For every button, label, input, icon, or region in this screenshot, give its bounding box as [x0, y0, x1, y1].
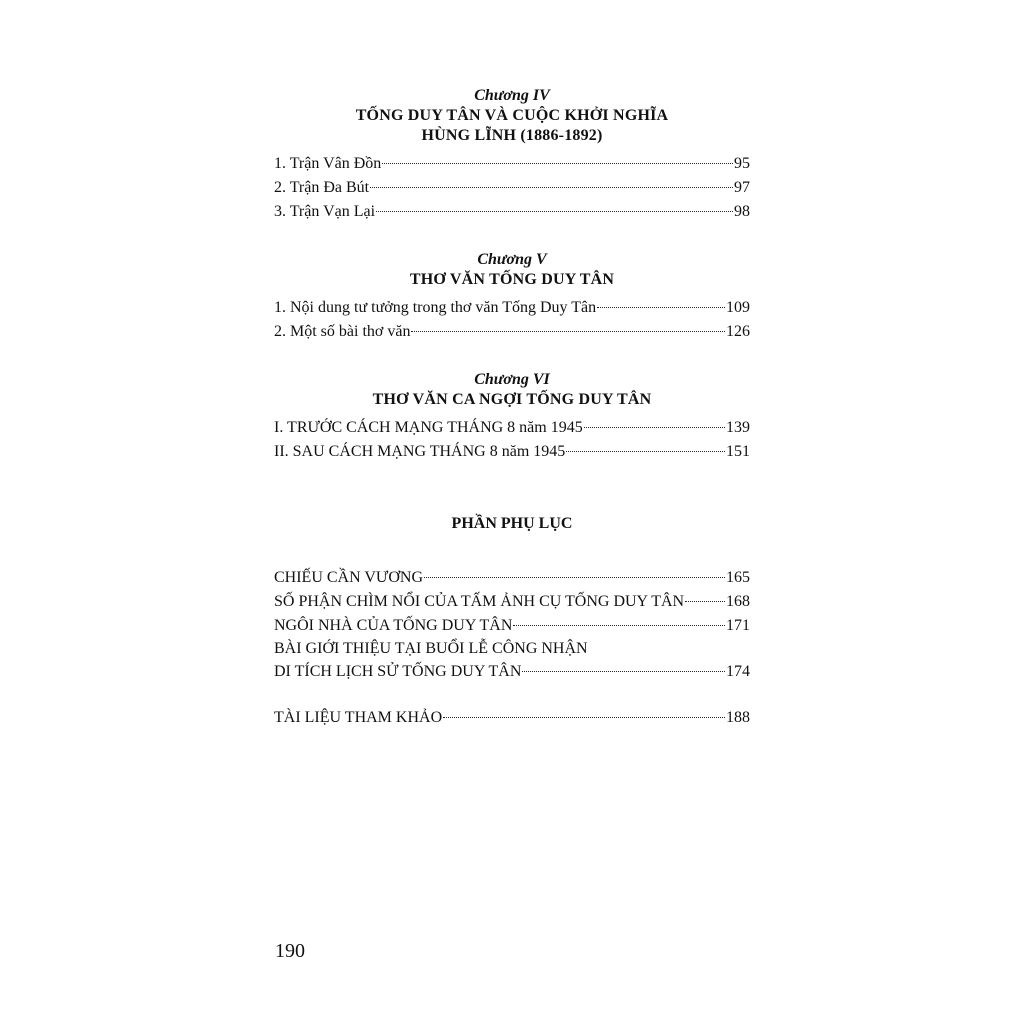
chapter-label: Chương VI [474, 371, 550, 388]
chapter-5-entries [274, 296, 750, 344]
toc-entry-label-line1: BÀI GIỚI THIỆU TẠI BUỔI LỄ CÔNG NHẬN [274, 640, 588, 657]
toc-entry-label: 1. Nội dung tư tưởng trong thơ văn Tống Duy Tân [274, 299, 597, 316]
toc-entry [274, 440, 750, 464]
toc-entry-label: SỐ PHẬN CHÌM NỔI CỦA TẤM ẢNH CỤ TỐNG DUY TÂN [274, 593, 685, 610]
dot-leader [376, 211, 733, 212]
dot-leader [566, 451, 725, 452]
dot-leader [584, 427, 725, 428]
references-entry [274, 706, 750, 730]
dot-leader [382, 163, 733, 164]
appendix-title: PHẦN PHỤ LỤC [451, 515, 573, 532]
toc-entry-page: 95 [734, 155, 750, 172]
toc-entry-page: 174 [726, 663, 750, 680]
chapter-label: Chương V [477, 251, 547, 268]
toc-entry-page: 109 [726, 299, 750, 316]
toc-entry-label: 3. Trận Vạn Lại [274, 203, 376, 220]
toc-entry-multiline [274, 638, 750, 684]
chapter-label: Chương IV [474, 87, 550, 104]
toc-entry [274, 660, 750, 684]
toc-entry [274, 176, 750, 200]
chapter-6-entries [274, 416, 750, 464]
chapter-5-heading [274, 250, 750, 290]
dot-leader [370, 187, 733, 188]
dot-leader [597, 307, 725, 308]
toc-entry-label: TÀI LIỆU THAM KHẢO [274, 709, 443, 726]
toc-entry [274, 416, 750, 440]
page-number: 190 [275, 940, 305, 962]
toc-entry-label-line2: DI TÍCH LỊCH SỬ TỐNG DUY TÂN [274, 663, 522, 680]
toc-entry-page: 165 [726, 569, 750, 586]
chapter-title: THƠ VĂN TỐNG DUY TÂN [409, 271, 615, 288]
table-of-contents [274, 86, 750, 730]
toc-entry [274, 320, 750, 344]
dot-leader [513, 625, 725, 626]
toc-entry [274, 566, 750, 590]
toc-entry-label: 2. Trận Đa Bút [274, 179, 370, 196]
toc-entry [274, 152, 750, 176]
toc-entry-label: 1. Trận Vân Đồn [274, 155, 382, 172]
toc-entry-label: NGÔI NHÀ CỦA TỐNG DUY TÂN [274, 617, 513, 634]
toc-entry-page: 126 [726, 323, 750, 340]
toc-entry-page: 98 [734, 203, 750, 220]
toc-entry-page: 168 [726, 593, 750, 610]
toc-entry-page: 171 [726, 617, 750, 634]
toc-entry-page: 139 [726, 419, 750, 436]
toc-entry-page: 151 [726, 443, 750, 460]
appendix-entries [274, 566, 750, 684]
toc-entry-label: II. SAU CÁCH MẠNG THÁNG 8 năm 1945 [274, 443, 566, 460]
dot-leader [522, 671, 725, 672]
toc-entry-label: CHIẾU CẦN VƯƠNG [274, 569, 424, 586]
toc-entry-label: I. TRƯỚC CÁCH MẠNG THÁNG 8 năm 1945 [274, 419, 583, 436]
dot-leader [411, 331, 725, 332]
dot-leader [685, 601, 725, 602]
dot-leader [443, 717, 725, 718]
chapter-title: HÙNG LĨNH (1886-1892) [421, 127, 603, 144]
chapter-6-heading [274, 370, 750, 410]
toc-entry-label: 2. Một số bài thơ văn [274, 323, 411, 340]
toc-entry-page: 97 [734, 179, 750, 196]
chapter-4-entries [274, 152, 750, 224]
toc-entry [274, 200, 750, 224]
chapter-4-heading [274, 86, 750, 146]
chapter-title: THƠ VĂN CA NGỢI TỐNG DUY TÂN [372, 391, 652, 408]
toc-entry [274, 590, 750, 614]
dot-leader [424, 577, 725, 578]
toc-entry-page: 188 [726, 709, 750, 726]
chapter-title: TỐNG DUY TÂN VÀ CUỘC KHỞI NGHĨA [355, 107, 669, 124]
toc-entry [274, 614, 750, 638]
toc-entry [274, 296, 750, 320]
